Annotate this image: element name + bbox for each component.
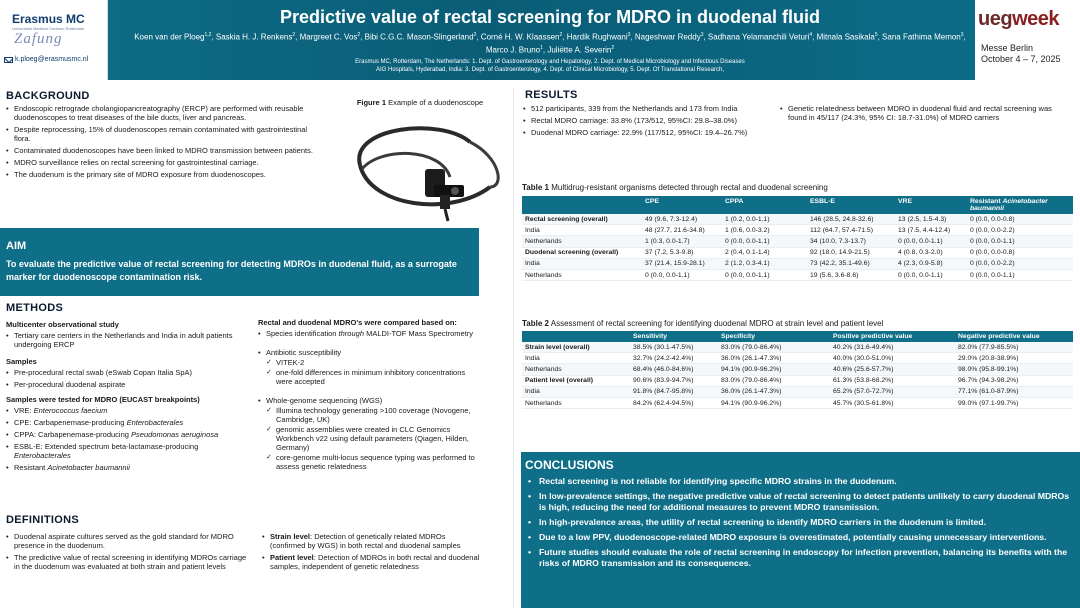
list-item: • Endoscopic retrograde cholangiopancreatography (ERCP) are performed with reusable duodenoscopes to treat diseases of the bile ducts, liver and pancreas. xyxy=(6,104,324,122)
mail-icon xyxy=(4,57,13,63)
table-row xyxy=(522,225,1073,236)
list-item: • Genetic relatedness between MDRO in duodenal fluid and rectal screening was found in 45/117 (24.3%, 95% CI: 18.7-31.0%) of MDRO carriers xyxy=(780,104,1070,122)
methods-right xyxy=(258,318,480,472)
table1-caption: Table 1 Multidrug-resistant organisms detected through rectal and duodenal screening xyxy=(522,183,828,192)
table-cell: 83.0% (79.0-86.4%) xyxy=(718,375,830,386)
table-cell: Duodenal screening (overall) xyxy=(522,247,642,258)
duodenoscope-image xyxy=(330,107,510,225)
table-cell: 91.8% (84.7-95.8%) xyxy=(630,386,718,397)
table-row xyxy=(522,375,1073,386)
abx-bullet: • Antibiotic susceptibility xyxy=(258,348,480,357)
table-cell: 40.2% (31.6-49.4%) xyxy=(830,342,955,353)
table-cell: 82.0% (77.9-85.5%) xyxy=(955,342,1073,353)
patient-definition: • Patient level: Detection of MDROs in both rectal and duodenal samples, independent of genetic relatedness xyxy=(262,553,482,571)
table-cell: 48 (27.7, 21.6-34.8) xyxy=(642,225,722,236)
table-header: VRE xyxy=(895,196,967,214)
venue xyxy=(981,43,1061,65)
table-cell: 38.5% (30.1-47.5%) xyxy=(630,342,718,353)
section-title: CONCLUSIONS xyxy=(525,458,614,472)
table-cell: 92 (18.0, 14.9-21.5) xyxy=(807,247,895,258)
table-cell: 1 (0.6, 0.0-3.2) xyxy=(722,225,807,236)
list-item: • CPE: Carbapenemase-producing Enterobacterales xyxy=(6,418,251,427)
table-header: ESBL-E xyxy=(807,196,895,214)
table-row xyxy=(522,247,1073,258)
column-divider xyxy=(513,88,514,608)
table-cell: India xyxy=(522,225,642,236)
list-item: • Resistant Acinetobacter baumannii xyxy=(6,463,251,472)
table-cell: 1 (0.3, 0.0-1.7) xyxy=(642,236,722,247)
table-cell: Netherlands xyxy=(522,364,630,375)
table-header: CPE xyxy=(642,196,722,214)
section-title: DEFINITIONS xyxy=(6,514,79,526)
email-row xyxy=(4,56,88,63)
list-item: • VRE: Enterococcus faecium xyxy=(6,406,251,415)
table-cell: 146 (28.5, 24.8-32.6) xyxy=(807,214,895,225)
check-item: ✓ one-fold differences in minimum inhibitory concentrations were accepted xyxy=(258,368,480,386)
affiliation-line: Erasmus MC, Rotterdam, The Netherlands: 1. Dept. of Gastroenterology and Hepatology, 2. Dept. of Medical Microbiology and Infectious Diseases xyxy=(355,59,745,65)
table-cell: 112 (64.7, 57.4-71.5) xyxy=(807,225,895,236)
logo-script: Zafung xyxy=(14,31,63,47)
table-cell: 84.2% (62.4-94.5%) xyxy=(630,397,718,408)
table-cell: 37 (7.2, 5.3-9.8) xyxy=(642,247,722,258)
results-list-a xyxy=(523,104,778,140)
table-cell: 0 (0.0, 0.0-0.8) xyxy=(967,214,1073,225)
list-item: • 512 participants, 339 from the Netherlands and 173 from India xyxy=(523,104,778,113)
table-cell: 40.6% (25.6-57.7%) xyxy=(830,364,955,375)
study-heading: Multicenter observational study xyxy=(6,320,119,329)
table-cell: 1 (0.2, 0.0-1.1) xyxy=(722,214,807,225)
table-cell: 61.3% (53.8-68.2%) xyxy=(830,375,955,386)
methods-left xyxy=(6,320,251,475)
table-cell: 34 (10.0, 7.3-13.7) xyxy=(807,236,895,247)
table-cell: 0 (0.0, 0.0-1.1) xyxy=(967,236,1073,247)
samples-heading: Samples xyxy=(6,357,37,366)
table-row xyxy=(522,342,1073,353)
table-cell: 0 (0.0, 0.0-0.8) xyxy=(967,247,1073,258)
table-cell: 36.0% (26.1-47.3%) xyxy=(718,353,830,364)
table-cell: 0 (0.0, 0.0-2.2) xyxy=(967,225,1073,236)
table-cell: 4 (0.8, 0.3-2.0) xyxy=(895,247,967,258)
table-header: Resistant Acinetobacter baumannii xyxy=(967,196,1073,214)
table-cell: 73 (42.2, 35.1-49.6) xyxy=(807,258,895,269)
table-cell: 90.6% (83.9-94.7%) xyxy=(630,375,718,386)
table-cell: 36.0% (26.1-47.3%) xyxy=(718,386,830,397)
background-list xyxy=(6,104,324,179)
table-cell: 0 (0.0, 0.0-1.1) xyxy=(895,236,967,247)
table-row xyxy=(522,236,1073,247)
table2-caption: Table 2 Assessment of rectal screening for identifying duodenal MDRO at strain level and patient level xyxy=(522,319,884,328)
table-cell: 0 (0.0, 0.0-1.1) xyxy=(895,269,967,280)
list-item: • Tertiary care centers in the Netherlands and India in adult patients undergoing ERCP xyxy=(6,331,251,349)
table-row xyxy=(522,397,1073,408)
figure-1 xyxy=(330,98,510,230)
table1 xyxy=(522,196,1073,281)
wgs-bullet: • Whole-genome sequencing (WGS) xyxy=(258,396,480,405)
results-list-b xyxy=(780,104,1070,125)
table-cell: 0 (0.0, 0.0-1.1) xyxy=(642,269,722,280)
table-cell: 0 (0.0, 0.0-1.1) xyxy=(722,269,807,280)
table-cell: 98.0% (95.8-99.1%) xyxy=(955,364,1073,375)
check-item: ✓ VITEK-2 xyxy=(258,358,480,367)
logo-tagline: Universitair Medisch Centrum Rotterdam xyxy=(12,26,85,31)
list-item: • The duodenum is the primary site of MDRO exposure from duodenoscopes. xyxy=(6,170,324,179)
table-header: Negative predictive value xyxy=(955,331,1073,342)
tested-heading: Samples were tested for MDRO (EUCAST breakpoints) xyxy=(6,395,200,404)
table-header: Specificity xyxy=(718,331,830,342)
table-row xyxy=(522,364,1073,375)
table-cell: Netherlands xyxy=(522,397,630,408)
table-cell: 94.1% (90.9-96.2%) xyxy=(718,397,830,408)
list-item: • Duodenal aspirate cultures served as the gold standard for MDRO presence in the duodenum. xyxy=(6,532,251,550)
erasmus-logo xyxy=(0,0,108,80)
table-cell: 2 (1.2, 0.3-4.1) xyxy=(722,258,807,269)
table-cell: 65.2% (57.0-72.7%) xyxy=(830,386,955,397)
figure-caption: Figure 1 Example of a duodenoscope xyxy=(356,98,484,107)
table-cell: India xyxy=(522,386,630,397)
table-cell: 68.4% (46.0-84.6%) xyxy=(630,364,718,375)
table-cell: Netherlands xyxy=(522,236,642,247)
list-item: • Future studies should evaluate the role of rectal screening in endoscopy for infection prevention, balancing its benefits with the risks of MDRO transmission and its consequences. xyxy=(525,547,1076,569)
ueg-logo-text: ueg xyxy=(978,8,1013,30)
aim-text: To evaluate the predictive value of rectal screening for detecting MDROs in duodenal fluid, as a surrogate marker for duodenoscope contamination risk. xyxy=(6,259,457,282)
ueg-week-logo xyxy=(975,0,1080,80)
table-row xyxy=(522,214,1073,225)
table-header: CPPA xyxy=(722,196,807,214)
check-item: ✓ Illumina technology generating >100 coverage (Novogene, Cambridge, UK) xyxy=(258,406,480,424)
list-item: • In low-prevalence settings, the negative predictive value of rectal screening to detect patients unlikely to carry duodenal MDROs is high, reducing the need for additional measures to prevent MDRO transmission. xyxy=(525,491,1076,513)
list-item: • Pre-procedural rectal swab (eSwab Copan Italia SpA) xyxy=(6,368,251,377)
header-banner xyxy=(0,0,1080,80)
table-cell: 0 (0.0, 0.0-2.2) xyxy=(967,258,1073,269)
table-cell: Strain level (overall) xyxy=(522,342,630,353)
venue-dates: October 4 – 7, 2025 xyxy=(981,54,1061,64)
table-cell: 40.0% (30.0-51.0%) xyxy=(830,353,955,364)
compared-heading: Rectal and duodenal MDRO's were compared based on: xyxy=(258,318,457,327)
list-item: • Rectal MDRO carriage: 33.8% (173/512, 95%CI: 29.8–38.0%) xyxy=(523,116,778,125)
table-cell: 0 (0.0, 0.0-1.1) xyxy=(967,269,1073,280)
table-header: Sensitivity xyxy=(630,331,718,342)
table-cell: 45.7% (30.5-61.8%) xyxy=(830,397,955,408)
table-cell: Netherlands xyxy=(522,269,642,280)
table-cell: 4 (2.3, 0.9-5.8) xyxy=(895,258,967,269)
table-cell: 94.1% (90.9-96.2%) xyxy=(718,364,830,375)
table-row xyxy=(522,386,1073,397)
section-title: RESULTS xyxy=(525,89,578,101)
species-bullet: • Species identification through MALDI-TOF Mass Spectrometry xyxy=(258,329,480,338)
section-title: AIM xyxy=(6,240,27,252)
table-cell: 2 (0.4, 0.1-1.4) xyxy=(722,247,807,258)
table-cell: 77.1% (61.0-87.9%) xyxy=(955,386,1073,397)
conclusions-section xyxy=(521,452,1080,608)
table-cell: 49 (9.6, 7.3-12.4) xyxy=(642,214,722,225)
ueg-logo-week: week xyxy=(1012,8,1059,30)
poster-title: Predictive value of rectal screening for MDRO in duodenal fluid xyxy=(279,7,821,27)
table-row xyxy=(522,353,1073,364)
affiliation-line: AIG Hospitals, Hyderabad, India: 3. Dept. of Gastroenterology, 4. Dept. of Clinical Microbiology, 5. Dept. Of Translational Research, xyxy=(376,67,724,73)
table-cell: India xyxy=(522,353,630,364)
definitions-list xyxy=(6,532,251,574)
table-cell: 96.7% (94.3-98.2%) xyxy=(955,375,1073,386)
table-cell: 19 (5.6, 3.6-8.6) xyxy=(807,269,895,280)
list-item: • ESBL-E: Extended spectrum beta-lactamase-producing Enterobacterales xyxy=(6,442,251,460)
table-row xyxy=(522,258,1073,269)
list-item: • Contaminated duodenoscopes have been linked to MDRO transmission between patients. xyxy=(6,146,324,155)
list-item: • Rectal screening is not reliable for identifying specific MDRO strains in the duodenum. xyxy=(525,476,1076,487)
list-item: • Due to a low PPV, duodenoscope-related MDRO exposure is overestimated, potentially causing unnecessary interventions. xyxy=(525,532,1076,543)
table-cell: Rectal screening (overall) xyxy=(522,214,642,225)
definitions-levels xyxy=(262,532,482,574)
list-item: • The predictive value of rectal screening in identifying MDROs carriage in the duodenum was evaluated at both strain and patient levels xyxy=(6,553,251,571)
logo-name: Erasmus MC xyxy=(12,12,85,26)
table2 xyxy=(522,331,1073,409)
table-cell: 29.0% (20.8-38.9%) xyxy=(955,353,1073,364)
email-text: k.ploeg@erasmusmc.nl xyxy=(15,56,89,63)
section-title: BACKGROUND xyxy=(6,90,90,102)
list-item: • MDRO surveillance relies on rectal screening for gastrointestinal carriage. xyxy=(6,158,324,167)
aim-section xyxy=(0,228,479,296)
table-cell: 13 (7.5, 4.4-12.4) xyxy=(895,225,967,236)
table-row xyxy=(522,269,1073,280)
section-title: METHODS xyxy=(6,302,64,314)
background-section xyxy=(6,90,326,182)
table-cell: 32.7% (24.2-42.4%) xyxy=(630,353,718,364)
table-header: Positive predictive value xyxy=(830,331,955,342)
venue-place: Messe Berlin xyxy=(981,43,1034,53)
table-cell: Patient level (overall) xyxy=(522,375,630,386)
table-cell: 37 (21.4, 15.9-28.1) xyxy=(642,258,722,269)
strain-definition: • Strain level: Detection of genetically related MDROs (confirmed by WGS) in both rectal and duodenal samples xyxy=(262,532,482,550)
list-item: • Per-procedural duodenal aspirate xyxy=(6,380,251,389)
list-item: • In high-prevalence areas, the utility of rectal screening to identify MDRO carriers in the duodenum is limited. xyxy=(525,517,1076,528)
table-cell: India xyxy=(522,258,642,269)
check-item: ✓ genomic assemblies were created in CLC Genomics Workbench v22 using default parameters (Qiagen, Hilden, Germany) xyxy=(258,425,480,452)
list-item: • Despite reprocessing, 15% of duodenoscopes remain contaminated with gastrointestinal flora. xyxy=(6,125,324,143)
list-item: • Duodenal MDRO carriage: 22.9% (117/512, 95%CI: 19.4–26.7%) xyxy=(523,128,778,137)
list-item: • CPPA: Carbapenemase-producing Pseudomonas aeruginosa xyxy=(6,430,251,439)
check-item: ✓ core-genome multi-locus sequence typing was performed to assess genetic relatedness xyxy=(258,453,480,471)
table-cell: 83.0% (79.0-86.4%) xyxy=(718,342,830,353)
table-cell: 0 (0.0, 0.0-1.1) xyxy=(722,236,807,247)
table-cell: 13 (2.5, 1.5-4.3) xyxy=(895,214,967,225)
table-header xyxy=(522,331,630,342)
author-list: Koen van der Ploeg$^{1,2}$, Saskia H. J. Renkens$^2$, Margreet C. Vos$^2$, Bibi C.G.C. Mason-Slingerland$^2$, Corné H. W. Klaassen$^2$, Hardik Rughwani$^3$, Nageshwar Reddy$^3$, Sadhana Yelamanchili Veturi$^4$, Mitnala Sasikala$^5$, Sana Fathima Memon$^3$, Marco J. Bruno$^1$, Juliëtte A. Severin$^2$ xyxy=(134,32,966,55)
table-cell: 99.0% (97.1-99.7%) xyxy=(955,397,1073,408)
affiliations xyxy=(150,58,950,74)
table-header xyxy=(522,196,642,214)
